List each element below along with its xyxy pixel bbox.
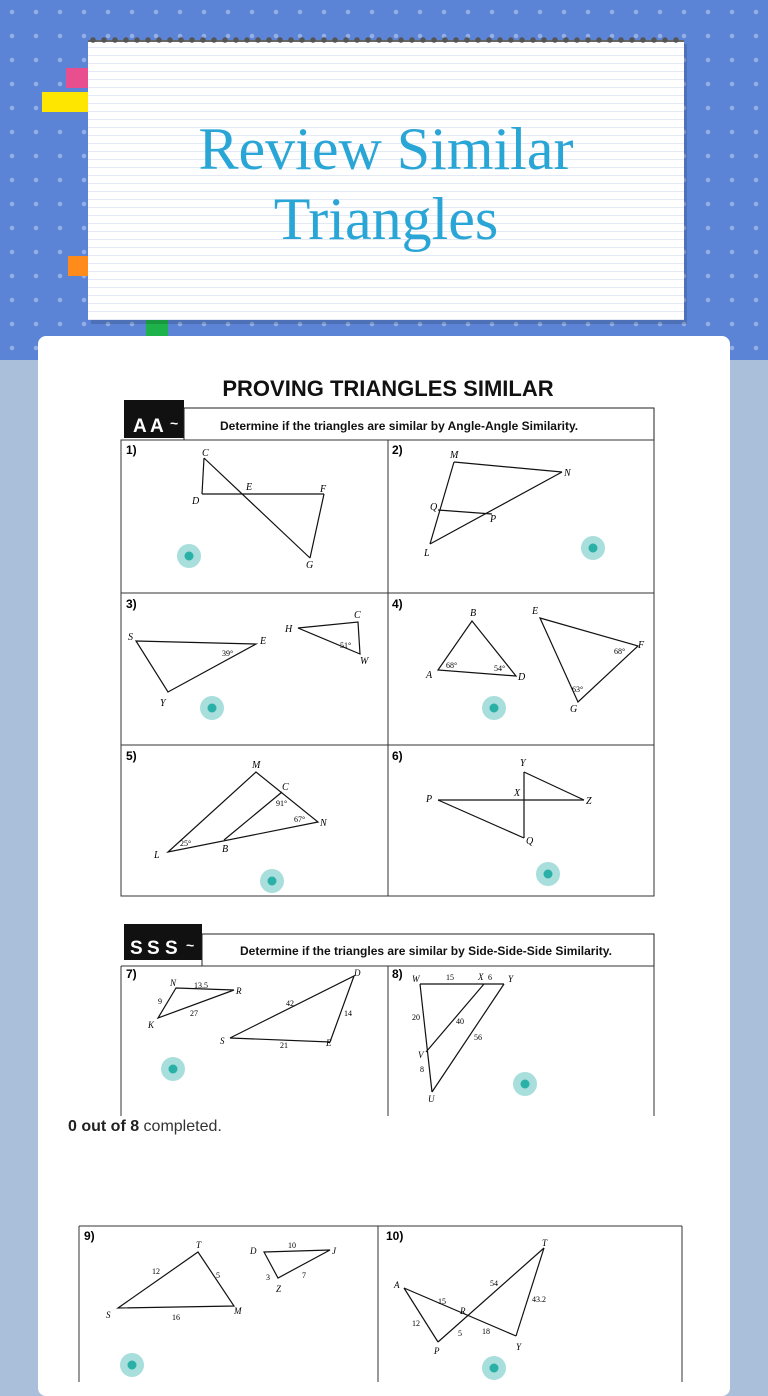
p4-label-e: E xyxy=(532,606,539,617)
p3-label-y: Y xyxy=(160,698,166,709)
tab-orange xyxy=(68,256,90,276)
p8-side-2: 6 xyxy=(488,973,492,982)
p5-angle-2: 67° xyxy=(294,815,306,824)
p10-label-p: P xyxy=(434,1346,440,1356)
p5-label-m: M xyxy=(252,760,261,771)
problem-5 xyxy=(126,749,328,861)
p8-label-u: U xyxy=(428,1094,435,1104)
p8-label-y: Y xyxy=(508,974,514,984)
p5-label-l: L xyxy=(154,850,160,861)
badge-s2: S xyxy=(147,938,160,959)
p6-label-z: Z xyxy=(586,796,592,807)
p4-num: 4) xyxy=(392,597,403,611)
p10-label-y: Y xyxy=(516,1342,522,1352)
p5-label-b: B xyxy=(222,844,229,855)
badge-s1: S xyxy=(130,938,143,959)
problem-10 xyxy=(386,1229,548,1356)
badge-a1: A xyxy=(133,416,147,437)
p9-side-5: 3 xyxy=(266,1273,270,1282)
p3-num: 3) xyxy=(126,597,137,611)
p3-label-h: H xyxy=(285,624,293,635)
p9-side-6: 7 xyxy=(302,1271,306,1280)
p4-label-d: D xyxy=(518,672,526,683)
notepad xyxy=(88,40,684,320)
p5-num: 5) xyxy=(126,749,137,763)
badge-s3: S xyxy=(165,938,178,959)
problem-6 xyxy=(392,749,592,847)
p10-side-4: 12 xyxy=(412,1319,420,1328)
aa-grid xyxy=(121,440,654,896)
worksheet-heading: PROVING TRIANGLES SIMILAR xyxy=(222,376,554,401)
p10-label-t: T xyxy=(542,1238,548,1248)
p3-angle-2: 51° xyxy=(340,641,352,650)
p4-label-f: F xyxy=(638,640,645,651)
header-banner xyxy=(0,0,768,360)
p6-label-x: X xyxy=(514,788,521,799)
p10-num: 10) xyxy=(386,1229,404,1243)
p7-label-r: R xyxy=(236,986,242,996)
p8-num: 8) xyxy=(392,967,403,981)
p4-angle-2: 54° xyxy=(494,664,506,673)
p7-num: 7) xyxy=(126,967,137,981)
badge-a2: A xyxy=(150,416,164,437)
p5-angle-1: 91° xyxy=(276,799,288,808)
title-line-1: Review Similar xyxy=(198,116,574,182)
p10-side-1: 54 xyxy=(490,1279,498,1288)
p1-label-g: G xyxy=(306,560,314,571)
p9-label-j: J xyxy=(332,1246,336,1256)
p5-label-c: C xyxy=(282,782,289,793)
problem-4 xyxy=(392,597,645,715)
p7-label-d: D xyxy=(354,968,361,978)
p7-side-4: 42 xyxy=(286,999,294,1008)
p10-side-2: 43.2 xyxy=(532,1295,546,1304)
p5-angle-3: 25° xyxy=(180,839,192,848)
problem-8 xyxy=(392,967,514,1104)
p3-label-w: W xyxy=(360,656,369,667)
p3-label-s: S xyxy=(128,632,133,643)
p6-label-y: Y xyxy=(520,758,526,769)
p7-side-6: 21 xyxy=(280,1041,288,1050)
tab-green xyxy=(146,318,168,336)
p1-num: 1) xyxy=(126,443,137,457)
p9-label-m: M xyxy=(234,1306,242,1316)
title-line-2: Triangles xyxy=(273,186,499,252)
p3-label-c: C xyxy=(354,610,361,621)
p9-side-4: 10 xyxy=(288,1241,296,1250)
problem-9 xyxy=(84,1229,337,1322)
problem-2 xyxy=(392,443,572,559)
aa-badge xyxy=(124,400,184,438)
p9-side-1: 12 xyxy=(152,1267,160,1276)
p7-label-s: S xyxy=(220,1036,225,1046)
badge-sim-2: ~ xyxy=(186,937,195,953)
progress-suffix: completed. xyxy=(139,1118,222,1135)
p2-label-q: Q xyxy=(430,502,438,513)
p9-label-z: Z xyxy=(276,1284,282,1294)
tab-pink xyxy=(66,68,88,88)
problem-3 xyxy=(126,597,370,709)
p4-angle-4: 63° xyxy=(572,685,584,694)
p9-label-d: D xyxy=(250,1246,257,1256)
p10-label-a: A xyxy=(394,1280,400,1290)
page-title xyxy=(88,114,684,254)
p2-label-l: L xyxy=(424,548,430,559)
p3-angle-1: 39° xyxy=(222,649,234,658)
p10-side-3: 15 xyxy=(438,1297,446,1306)
p9-num: 9) xyxy=(84,1229,95,1243)
p2-label-p: P xyxy=(490,514,497,525)
sss-instruction: Determine if the triangles are similar by Side-Side-Side Similarity. xyxy=(240,944,612,958)
p7-side-1: 13.5 xyxy=(194,981,208,990)
p10-side-5: 5 xyxy=(458,1329,462,1338)
p9-side-3: 16 xyxy=(172,1313,180,1322)
p6-num: 6) xyxy=(392,749,403,763)
answer-hotspot-10[interactable] xyxy=(482,1356,506,1380)
problem-1 xyxy=(126,443,327,571)
p10-side-6: 18 xyxy=(482,1327,490,1336)
p1-label-e: E xyxy=(246,482,253,493)
progress-count: 0 out of 8 xyxy=(68,1118,140,1135)
p7-label-n: N xyxy=(170,978,177,988)
p8-label-v: V xyxy=(418,1050,424,1060)
p2-label-n: N xyxy=(564,468,571,479)
tab-yellow xyxy=(42,92,88,112)
p8-side-3: 20 xyxy=(412,1013,420,1022)
aa-instruction: Determine if the triangles are similar by Angle-Angle Similarity. xyxy=(220,419,579,433)
p8-label-x: X xyxy=(478,972,484,982)
page2-grid xyxy=(79,1226,682,1382)
spiral-binding xyxy=(88,28,684,50)
p7-side-5: 14 xyxy=(344,1009,352,1018)
answer-hotspot-9[interactable] xyxy=(120,1353,144,1377)
p4-angle-3: 68° xyxy=(614,647,626,656)
p2-num: 2) xyxy=(392,443,403,457)
p3-label-e: E xyxy=(260,636,267,647)
progress-status xyxy=(68,1118,222,1136)
p8-side-5: 56 xyxy=(474,1033,482,1042)
sss-badge xyxy=(124,924,202,960)
p4-label-g: G xyxy=(570,704,578,715)
problem-7 xyxy=(126,967,361,1050)
worksheet-image-2 xyxy=(78,1222,684,1382)
p2-label-m: M xyxy=(450,450,459,461)
p8-side-1: 15 xyxy=(446,973,454,982)
p9-side-2: 5 xyxy=(216,1271,220,1280)
p8-side-6: 8 xyxy=(420,1065,424,1074)
p6-label-q: Q xyxy=(526,836,534,847)
p4-label-b: B xyxy=(470,608,477,619)
p8-label-w: W xyxy=(412,974,420,984)
badge-sim: ~ xyxy=(170,415,179,431)
p1-label-c: C xyxy=(202,448,209,459)
p5-label-n: N xyxy=(320,818,327,829)
p4-label-a: A xyxy=(426,670,433,681)
p6-label-p: P xyxy=(426,794,433,805)
p1-label-d: D xyxy=(192,496,200,507)
p7-label-k: K xyxy=(148,1020,155,1030)
p1-label-f: F xyxy=(320,484,327,495)
p9-label-t: T xyxy=(196,1240,202,1250)
p7-label-e: E xyxy=(326,1038,332,1048)
p8-side-4: 40 xyxy=(456,1017,464,1026)
p7-side-3: 27 xyxy=(190,1009,198,1018)
worksheet-image xyxy=(120,366,656,1116)
p9-label-s: S xyxy=(106,1310,111,1320)
p7-side-2: 9 xyxy=(158,997,162,1006)
p10-label-r: R xyxy=(460,1306,466,1316)
p4-angle-1: 68° xyxy=(446,661,458,670)
